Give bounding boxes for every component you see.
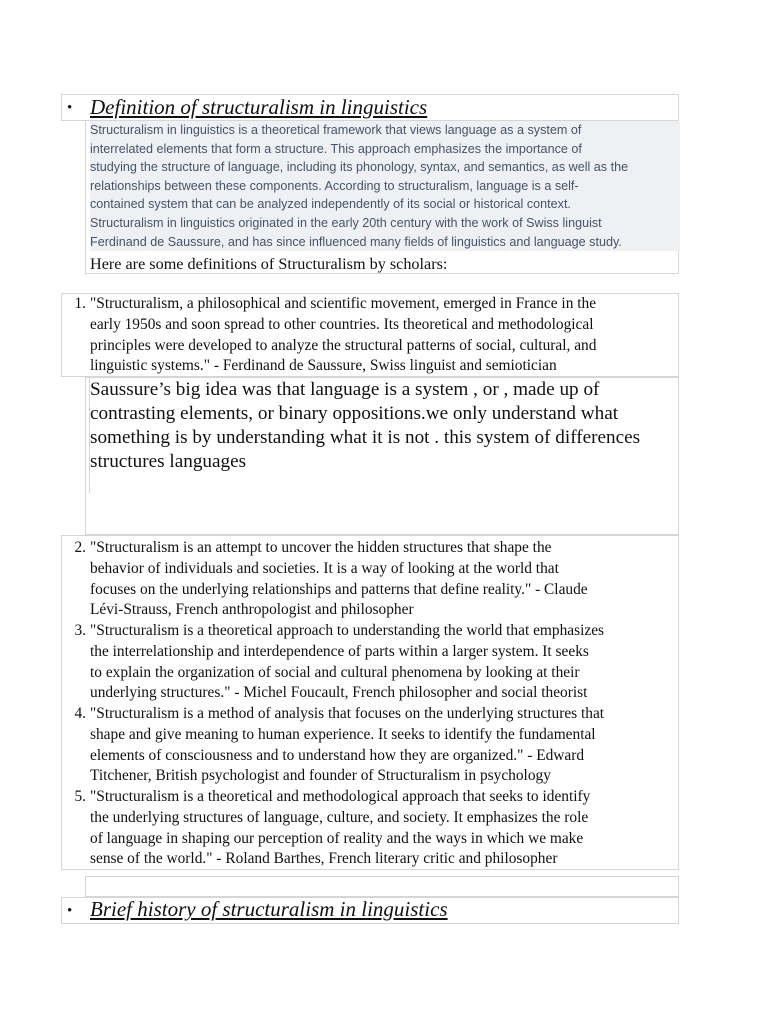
intro-line: interrelated elements that form a structure. This approach emphasizes the importance of	[90, 141, 582, 156]
intro-line: Ferdinand de Saussure, and has since influenced many fields of linguistics and language study.	[90, 234, 622, 249]
definition-line: "Structuralism, a philosophical and scientific movement, emerged in France in the	[90, 295, 597, 312]
section2-bullet: •	[67, 903, 73, 919]
definition-line: "Structuralism is a method of analysis that focuses on the underlying structures that	[90, 705, 605, 722]
definition-line: underlying structures." - Michel Foucault, French philosopher and social theorist	[90, 684, 588, 702]
section1-heading: Definition of structuralism in linguistics	[90, 95, 428, 119]
definition-line: Titchener, British psychologist and founder of Structuralism in psychology	[90, 767, 551, 785]
definition-number: 2.	[74, 539, 86, 556]
intro-line: Structuralism in linguistics originated in the early 20th century with the work of Swiss linguist	[90, 215, 602, 230]
definition-number: 4.	[74, 705, 86, 722]
section1-bullet: •	[67, 100, 73, 116]
definition-line: principles were developed to analyze the structural patterns of social, cultural, and	[90, 336, 597, 354]
definition-line: elements of consciousness and to understand how they are organized." - Edward	[90, 746, 585, 764]
definition-line: "Structuralism is a theoretical and methodological approach that seeks to identify	[90, 788, 591, 805]
definition-line: Lévi-Strauss, French anthropologist and philosopher	[90, 601, 414, 619]
intro-line: studying the structure of language, including its phonology, syntax, and semantics, as well as the	[90, 160, 629, 175]
definition-number: 1.	[74, 295, 86, 312]
definition-line: the interrelationship and interdependence of parts within a larger system. It seeks	[90, 642, 589, 660]
intro-paragraph	[90, 121, 680, 251]
definition-text	[90, 621, 604, 704]
note-line: Saussure’s big idea was that language is a system , or , made up of	[90, 379, 600, 400]
definition-line: to explain the organization of social and cultural phenomena by looking at their	[90, 663, 580, 681]
definition-line: shape and give meaning to human experience. It seeks to identify the fundamental	[90, 725, 596, 743]
intro-line: Structuralism in linguistics is a theoretical framework that views language as a system of	[90, 123, 582, 137]
empty-paragraph-box	[85, 876, 679, 897]
definition-number: 5.	[74, 788, 86, 805]
saussure-note	[90, 378, 640, 474]
lead-sentence: Here are some definitions of Structuralism by scholars:	[90, 255, 448, 273]
intro-line: contained system that can be analyzed independently of its social or historical context.	[90, 197, 571, 212]
note-line: something is by understanding what it is not . this system of differences	[90, 427, 641, 448]
definition-line: early 1950s and soon spread to other countries. Its theoretical and methodological	[90, 315, 594, 333]
definition-text	[90, 704, 604, 787]
section2-heading: Brief history of structuralism in linguistics	[90, 897, 448, 921]
definition-line: "Structuralism is a theoretical approach to understanding the world that emphasizes	[90, 622, 605, 639]
note-line: contrasting elements, or binary oppositions.we only understand what	[90, 403, 619, 424]
definition-line: linguistic systems." - Ferdinand de Saussure, Swiss linguist and semiotician	[90, 357, 557, 375]
intro-line: relationships between these components. According to structuralism, language is a self-	[90, 178, 579, 193]
definition-text	[90, 294, 596, 377]
definition-line: sense of the world." - Roland Barthes, French literary critic and philosopher	[90, 850, 558, 868]
definition-line: of language in shaping our perception of reality and the ways in which we make	[90, 829, 584, 847]
definition-text	[90, 787, 590, 870]
definition-line: the underlying structures of language, culture, and society. It emphasizes the role	[90, 808, 589, 826]
definition-text	[90, 538, 588, 621]
definition-number: 3.	[74, 622, 86, 639]
definition-line: behavior of individuals and societies. It is a way of looking at the world that	[90, 559, 559, 577]
definition-line: focuses on the underlying relationships and patterns that define reality." - Claude	[90, 580, 588, 598]
note-line: structures languages	[90, 451, 247, 472]
definition-line: "Structuralism is an attempt to uncover the hidden structures that shape the	[90, 539, 552, 556]
